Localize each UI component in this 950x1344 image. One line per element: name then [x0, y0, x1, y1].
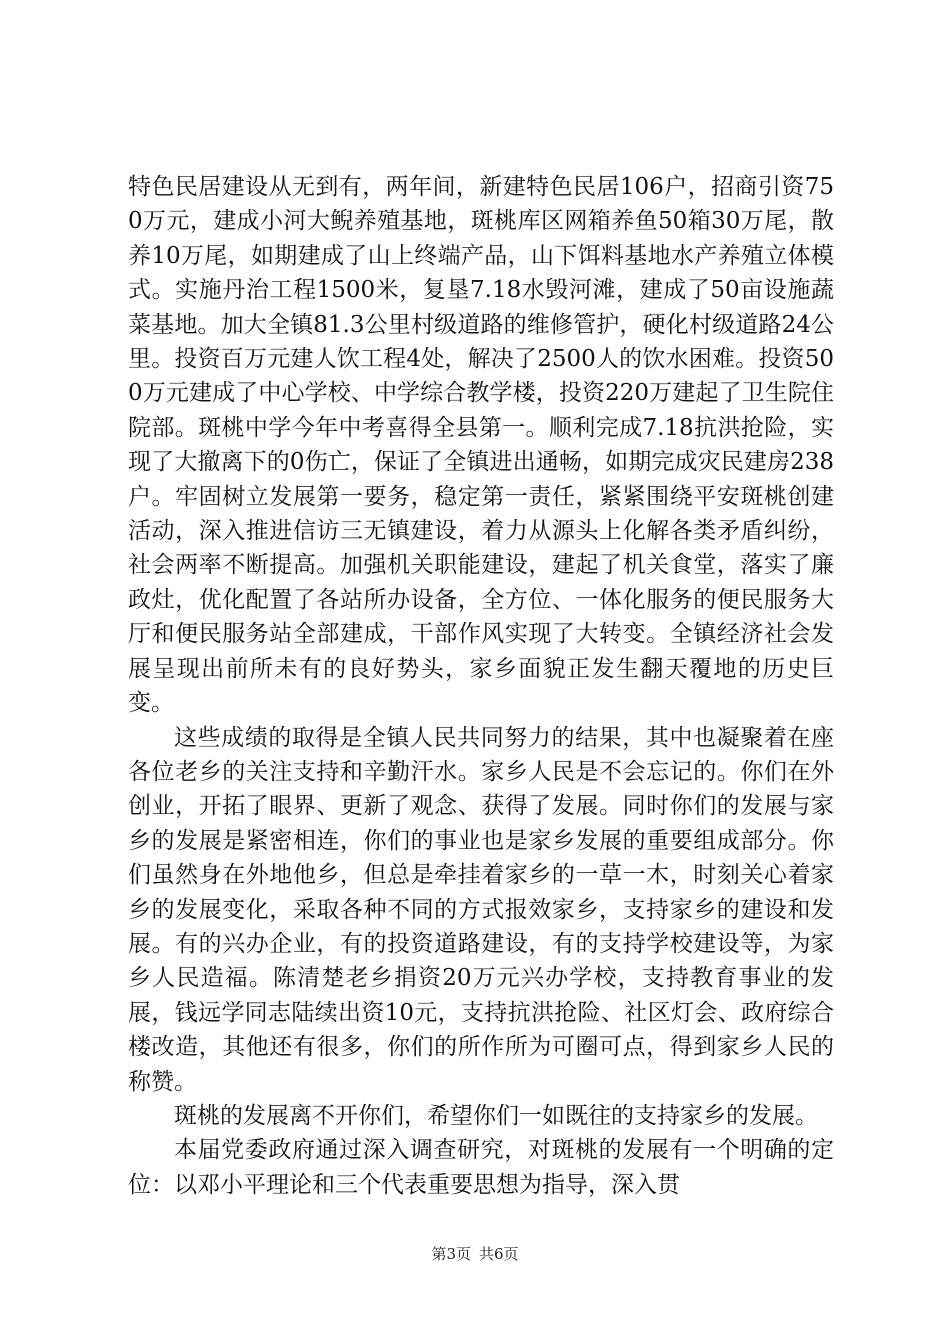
paragraph-2: 这些成绩的取得是全镇人民共同努力的结果，其中也凝聚着在座各位老乡的关注支持和辛勤汗水。家乡人民是不会忘记的。你们在外创业，开拓了眼界、更新了观念、获得了发展。同时你们的发展与家乡的发展是紧密相连，你们的事业也是家乡发展的重要组成部分。你们虽然身在外地他乡，但总是牵挂着家乡的一草一木，时刻关心着家乡的发展变化，采取各种不同的方式报效家乡，支持家乡的建设和发展。有的兴办企业，有的投资道路建设，有的支持学校建设等，为家乡人民造福。陈清楚老乡捐资20万元兴办学校，支持教育事业的发展，钱远学同志陆续出资10元，支持抗洪抢险、社区灯会、政府综合楼改造，其他还有很多，你们的所作所为可圈可点，得到家乡人民的称赞。 [128, 724, 834, 1095]
page-number: 第3页 [431, 1245, 471, 1263]
paragraph-3: 斑桃的发展离不开你们，希望你们一如既往的支持家乡的发展。 [174, 1102, 818, 1129]
paragraph-4: 本届党委政府通过深入调查研究，对斑桃的发展有一个明确的定位：以邓小平理论和三个代表重要思想为指导，深入贯 [128, 1137, 834, 1198]
page-total: 共6页 [479, 1245, 519, 1263]
page-footer [0, 1244, 950, 1264]
document-body [128, 170, 834, 1202]
paragraph-1: 特色民居建设从无到有，两年间，新建特色民居106户，招商引资750万元，建成小河大鲵养殖基地，斑桃库区网箱养鱼50箱30万尾，散养10万尾，如期建成了山上终端产品，山下饵料基地水产养殖立体模式。实施丹治工程1500米，复垦7.18水毁河滩，建成了50亩设施蔬菜基地。加大全镇81.3公里村级道路的维修管护，硬化村级道路24公里。投资百万元建人饮工程4处，解决了2500人的饮水困难。投资500万元建成了中心学校、中学综合教学楼，投资220万建起了卫生院住院部。斑桃中学今年中考喜得全县第一。顺利完成7.18抗洪抢险，实现了大撤离下的0伤亡，保证了全镇进出通畅，如期完成灾民建房238户。牢固树立发展第一要务，稳定第一责任，紧紧围绕平安斑桃创建活动，深入推进信访三无镇建设，着力从源头上化解各类矛盾纠纷，社会两率不断提高。加强机关职能建设，建起了机关食堂，落实了廉政灶，优化配置了各站所办设备，全方位、一体化服务的便民服务大厅和便民服务站全部建成，干部作风实现了大转变。全镇经济社会发展呈现出前所未有的良好势头，家乡面貌正发生翻天覆地的历史巨变。 [128, 174, 834, 717]
